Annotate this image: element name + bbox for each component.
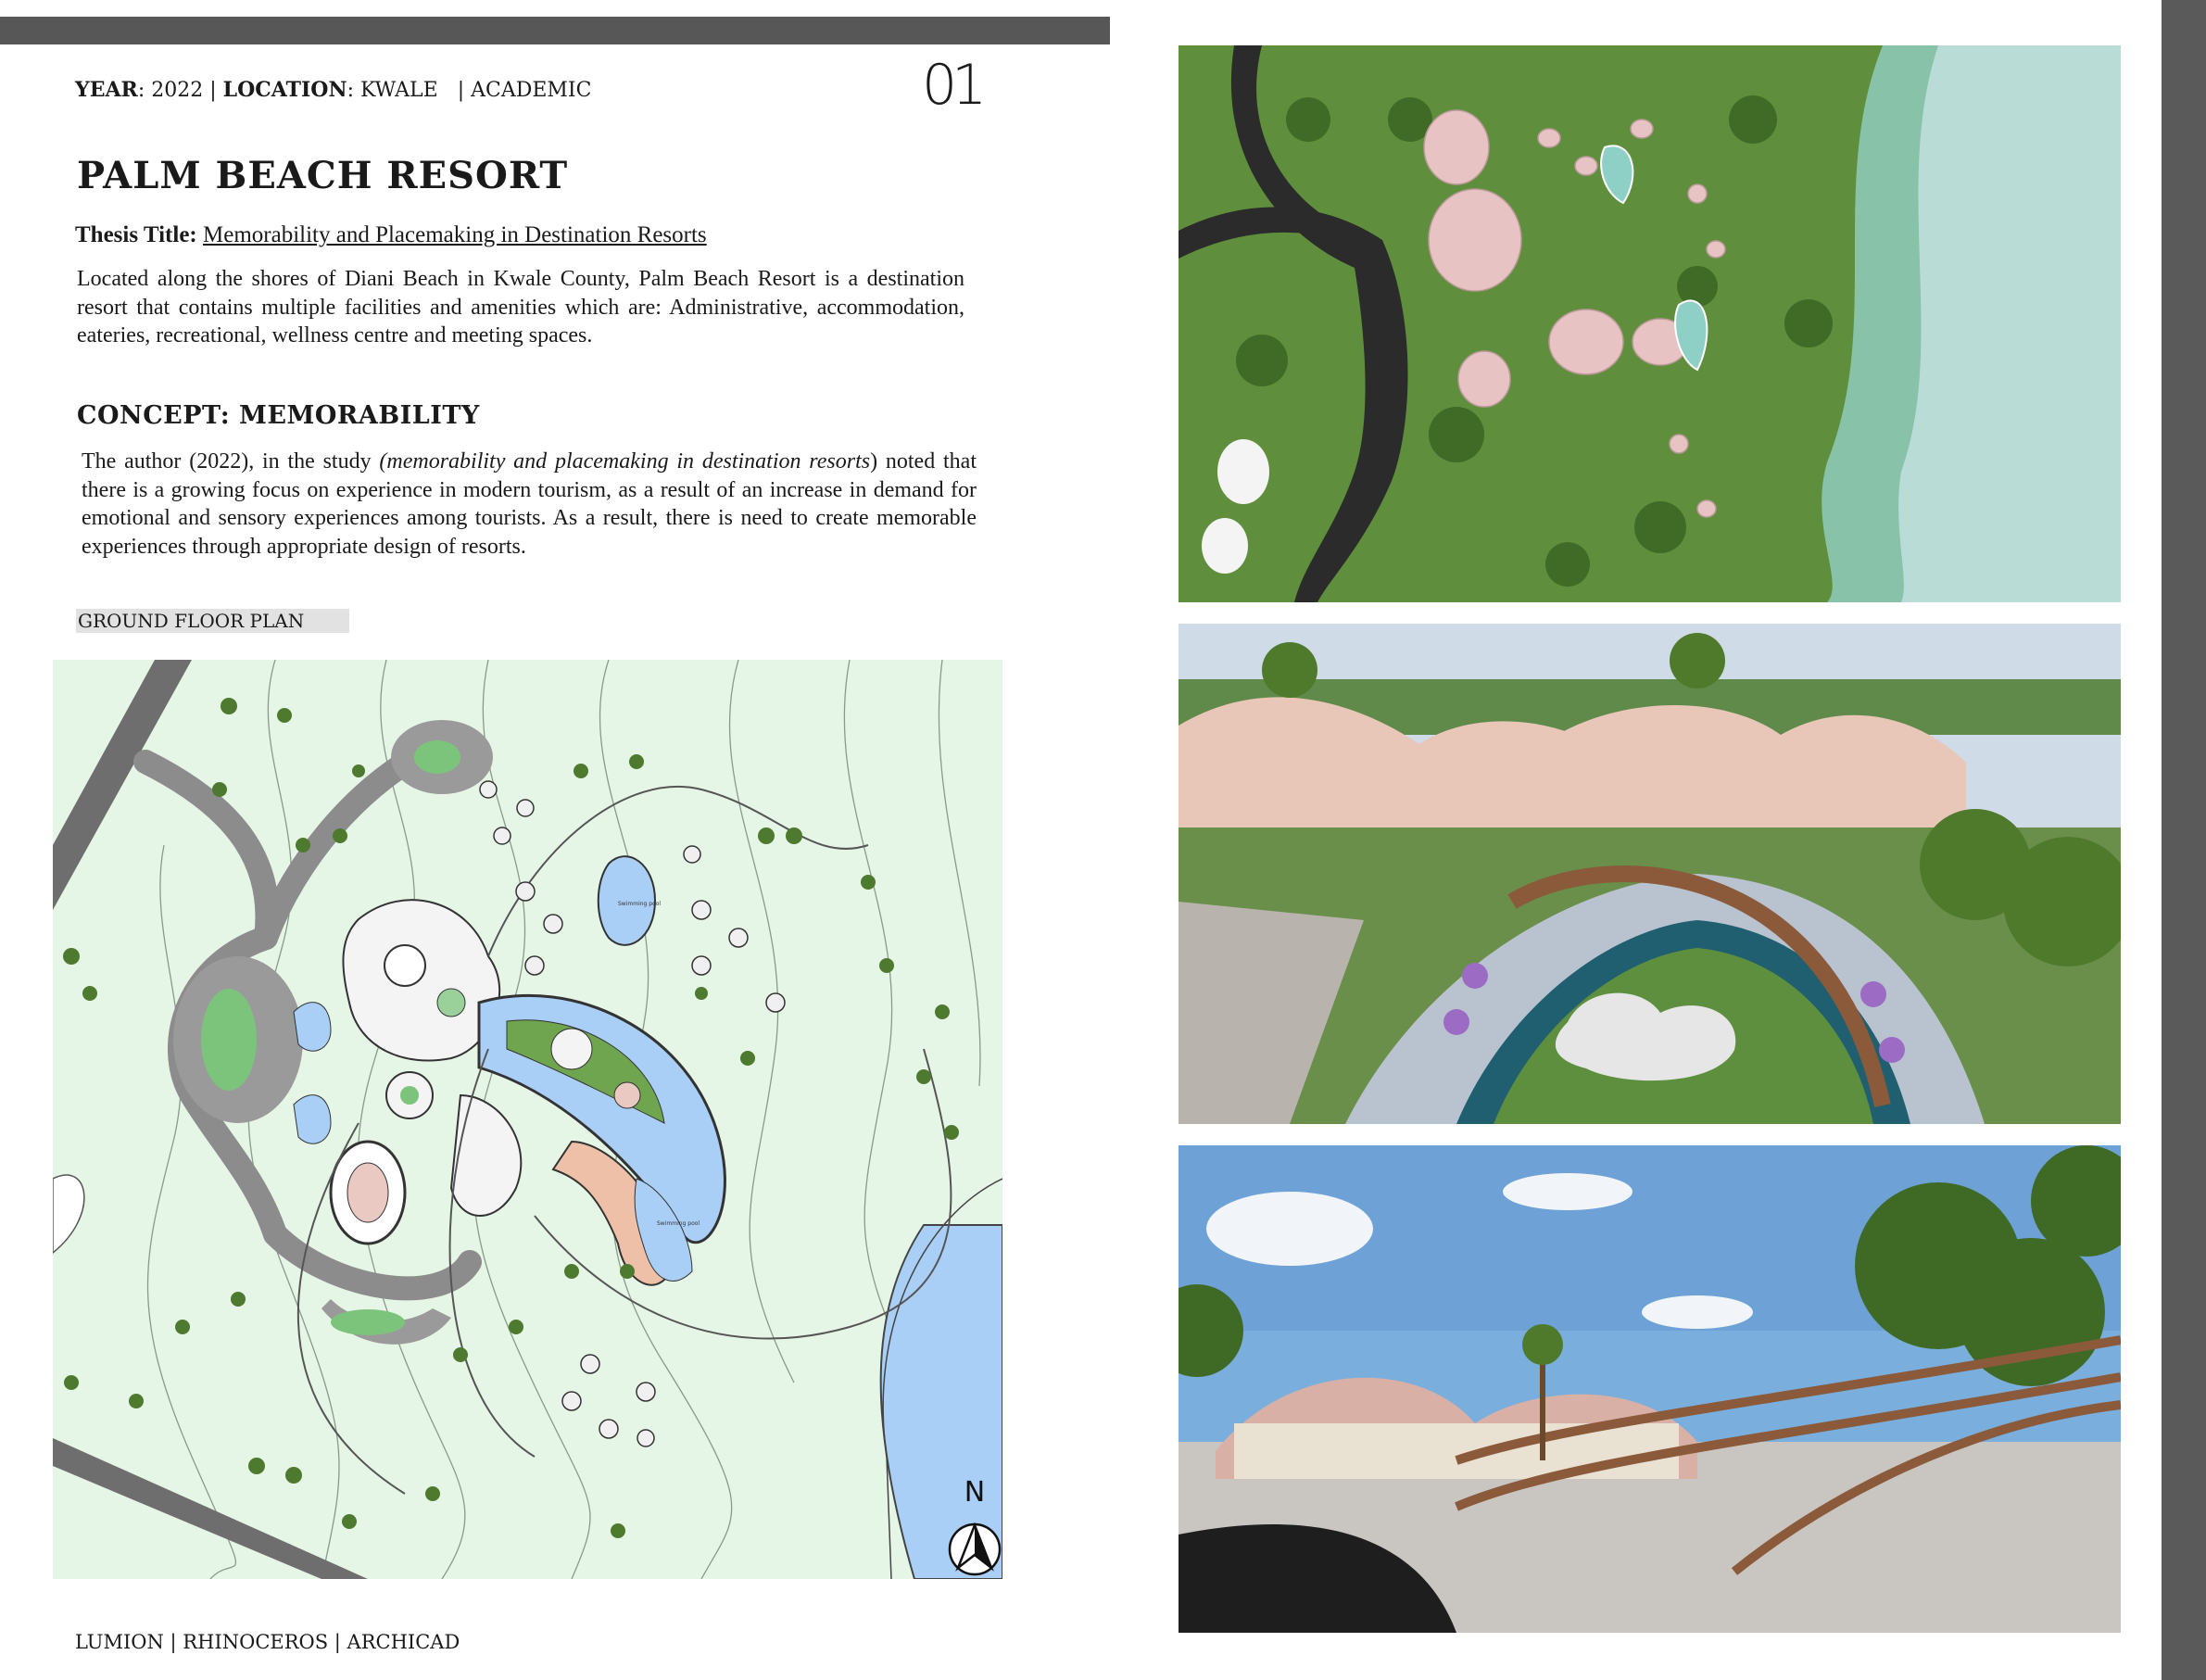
thesis-title — [75, 222, 707, 248]
north-label: N — [964, 1476, 986, 1509]
pool-label-1: Swimming pool — [618, 901, 662, 907]
contour-lines — [148, 660, 980, 1579]
project-title: PALM BEACH RESORT — [77, 154, 569, 197]
year-value: : 2022 | — [137, 79, 223, 102]
courtyard-render-image — [1179, 624, 2121, 1124]
thesis-label: Thesis Title: — [75, 222, 197, 247]
right-edge-bar — [2162, 0, 2206, 1680]
year-label: YEAR — [75, 78, 138, 102]
project-description: Located along the shores of Diani Beach in Kwale County, Palm Beach Resort is a destination resort that contains multiple facilities and amenities which are: Administrative, accommodation, eateries, recreational, wellness centre and meeting spaces. — [77, 267, 964, 347]
pool-label-2: Swimming pool — [657, 1220, 700, 1227]
entrance-render-image — [1179, 1145, 2121, 1633]
project-meta — [75, 78, 591, 102]
north-arrow-icon — [950, 1524, 1000, 1574]
thesis-value: Memorability and Placemaking in Destination Resorts — [203, 222, 707, 247]
software-used: LUMION | RHINOCEROS | ARCHICAD — [75, 1631, 460, 1653]
site-plan-drawing — [53, 660, 1002, 1579]
access-road-bottom — [53, 1438, 368, 1579]
concept-text-start: The author (2022), in the study — [82, 449, 380, 474]
concept-text — [82, 448, 977, 561]
pool-garden-complex — [479, 856, 725, 1285]
aerial-render-image — [1179, 45, 2121, 602]
ground-floor-plan — [53, 660, 1002, 1579]
concept-text-end: ) noted that there is a growing focus on experience in modern tourism, as a result of an increase in demand for emotional and sensory experiences among tourists. As a result, there is need to create memorable experiences through appropriate design of resorts. — [82, 449, 977, 559]
page-number: 01 — [922, 53, 982, 118]
ground-floor-plan-label: GROUND FLOOR PLAN — [76, 609, 349, 633]
location-label: LOCATION — [222, 78, 347, 102]
concept-heading: CONCEPT: MEMORABILITY — [77, 401, 480, 430]
top-header-bar — [0, 17, 1110, 44]
location-value: : KWALE | ACADEMIC — [347, 79, 592, 102]
concept-study-title: (memorability and placemaking in destination resorts — [379, 449, 871, 474]
main-building-cluster — [294, 900, 521, 1244]
